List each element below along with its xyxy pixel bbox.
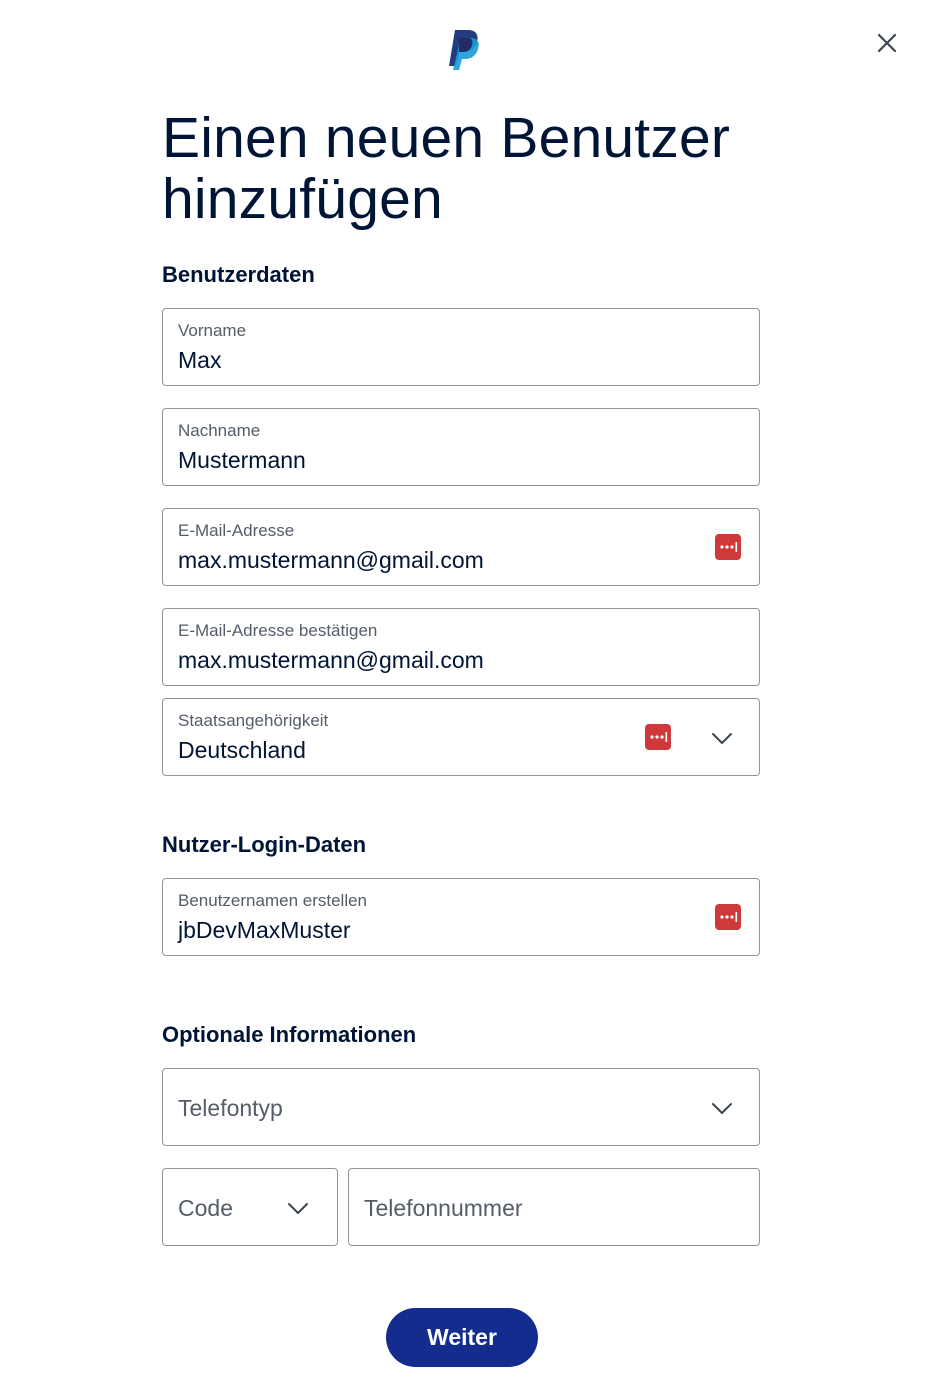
chevron-down-icon [285,1195,311,1221]
paypal-logo-icon [446,28,480,70]
email-value[interactable]: max.mustermann@gmail.com [178,547,484,573]
close-icon [876,32,898,54]
email-confirm-label: E-Mail-Adresse bestätigen [178,621,378,640]
phone-type-placeholder: Telefontyp [178,1095,283,1121]
password-manager-icon[interactable] [645,724,671,750]
close-button[interactable] [870,26,904,60]
chevron-down-icon [709,1095,735,1121]
next-button[interactable]: Weiter [386,1308,538,1367]
chevron-down-icon [709,725,735,751]
section-heading-login-data: Nutzer-Login-Daten [162,832,367,857]
email-label: E-Mail-Adresse [178,521,295,540]
last-name-field[interactable] [162,408,760,486]
username-field[interactable] [162,878,760,956]
username-value[interactable]: jbDevMaxMuster [178,917,351,943]
email-confirm-value[interactable]: max.mustermann@gmail.com [178,647,484,673]
nationality-label: Staatsangehörigkeit [178,711,329,730]
country-code-placeholder: Code [178,1195,233,1221]
last-name-value[interactable]: Mustermann [178,447,306,473]
first-name-label: Vorname [178,321,247,340]
phone-number-field[interactable] [348,1168,760,1246]
first-name-field[interactable] [162,308,760,386]
nationality-select[interactable] [162,698,760,776]
password-manager-icon[interactable] [715,904,741,930]
nationality-value[interactable]: Deutschland [178,737,306,763]
phone-number-placeholder: Telefonnummer [364,1195,523,1221]
section-heading-optional: Optionale Informationen [162,1022,417,1047]
email-confirm-field[interactable] [162,608,760,686]
section-heading-user-data: Benutzerdaten [162,262,315,287]
email-field[interactable] [162,508,760,586]
first-name-value[interactable]: Max [178,347,222,373]
page-title: Einen neuen Benutzer hinzufügen [162,106,731,231]
phone-type-select[interactable] [162,1068,760,1146]
password-manager-icon[interactable] [715,534,741,560]
last-name-label: Nachname [178,421,261,440]
username-label: Benutzernamen erstellen [178,891,368,910]
country-code-select[interactable] [162,1168,338,1246]
